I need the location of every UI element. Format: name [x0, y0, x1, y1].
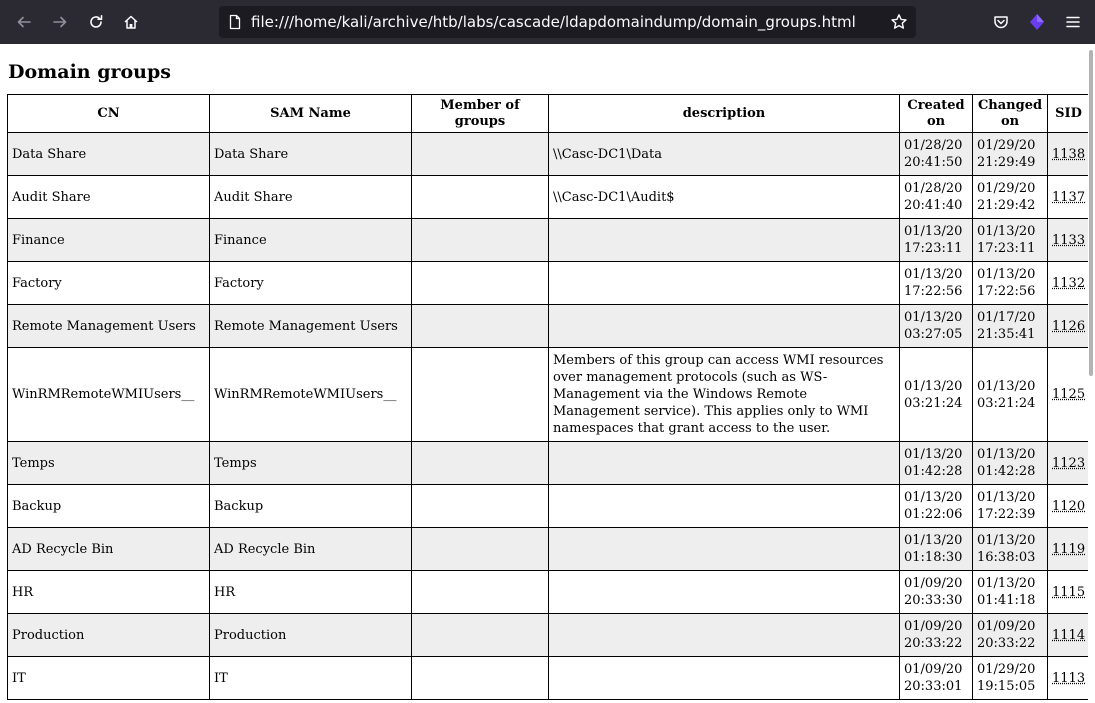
cell-description: \\Casc-DC1\Data [549, 133, 900, 176]
cell-sam-name: Finance [210, 219, 412, 262]
cell-sid [1048, 176, 1090, 219]
cell-changed-on: 01/13/20 17:22:39 [973, 485, 1048, 528]
table-header-row [8, 95, 1090, 133]
header-member-of-groups: Member of groups [412, 95, 549, 133]
sid-value[interactable]: 1119 [1052, 541, 1086, 557]
cell-member-of [412, 305, 549, 348]
cell-description [549, 614, 900, 657]
cell-sid [1048, 657, 1090, 700]
cell-changed-on: 01/29/20 19:15:05 [973, 657, 1048, 700]
table-row [8, 348, 1090, 442]
cell-member-of [412, 133, 549, 176]
sid-value[interactable]: 1115 [1052, 584, 1086, 600]
cell-description [549, 657, 900, 700]
cell-changed-on: 01/13/20 03:21:24 [973, 348, 1048, 442]
cell-changed-on: 01/17/20 21:35:41 [973, 305, 1048, 348]
cell-changed-on: 01/13/20 17:23:11 [973, 219, 1048, 262]
sid-value[interactable]: 1125 [1052, 387, 1086, 402]
cell-member-of [412, 262, 549, 305]
cell-changed-on: 01/29/20 21:29:42 [973, 176, 1048, 219]
cell-description [549, 219, 900, 262]
table-row [8, 133, 1090, 176]
reload-button[interactable] [82, 8, 110, 36]
cell-created-on: 01/13/20 03:27:05 [900, 305, 973, 348]
cell-sam-name: Data Share [210, 133, 412, 176]
cell-description [549, 442, 900, 485]
url-bar[interactable] [219, 6, 916, 38]
header-sam-name: SAM Name [210, 95, 412, 133]
cell-changed-on: 01/09/20 20:33:22 [973, 614, 1048, 657]
back-arrow-icon [16, 14, 32, 30]
cell-cn: Remote Management Users [8, 305, 210, 348]
cell-cn: Temps [8, 442, 210, 485]
cell-sid [1048, 133, 1090, 176]
cell-cn: Backup [8, 485, 210, 528]
table-row [8, 176, 1090, 219]
cell-cn: Finance [8, 219, 210, 262]
cell-changed-on: 01/13/20 01:42:28 [973, 442, 1048, 485]
cell-sam-name: Production [210, 614, 412, 657]
cell-member-of [412, 219, 549, 262]
sid-value[interactable]: 1113 [1052, 670, 1086, 686]
cell-description [549, 485, 900, 528]
cell-sid [1048, 219, 1090, 262]
cell-sam-name: Backup [210, 485, 412, 528]
domain-groups-table [7, 94, 1090, 700]
cell-sid [1048, 305, 1090, 348]
cell-created-on: 01/13/20 17:23:11 [900, 219, 973, 262]
cell-description [549, 305, 900, 348]
cell-member-of [412, 571, 549, 614]
extension-icon [1028, 13, 1046, 31]
cell-sid [1048, 571, 1090, 614]
cell-cn: Production [8, 614, 210, 657]
cell-changed-on: 01/13/20 16:38:03 [973, 528, 1048, 571]
cell-member-of [412, 176, 549, 219]
table-row [8, 485, 1090, 528]
header-changed-on: Changed on [973, 95, 1048, 133]
cell-created-on: 01/13/20 03:21:24 [900, 348, 973, 442]
cell-changed-on: 01/13/20 17:22:56 [973, 262, 1048, 305]
sid-value[interactable]: 1126 [1052, 318, 1086, 334]
sid-value[interactable]: 1132 [1052, 275, 1086, 291]
table-row [8, 305, 1090, 348]
table-row [8, 571, 1090, 614]
cell-created-on: 01/13/20 17:22:56 [900, 262, 973, 305]
cell-sam-name: Factory [210, 262, 412, 305]
sid-value[interactable]: 1114 [1052, 627, 1086, 643]
cell-created-on: 01/09/20 20:33:01 [900, 657, 973, 700]
header-created-on: Created on [900, 95, 973, 133]
url-text[interactable]: file:///home/kali/archive/htb/labs/cascade/ldapdomaindump/domain_groups.html [251, 13, 856, 31]
cell-created-on: 01/13/20 01:18:30 [900, 528, 973, 571]
sid-value[interactable]: 1123 [1052, 455, 1086, 471]
cell-sid [1048, 614, 1090, 657]
cell-sid [1048, 348, 1090, 442]
table-row [8, 262, 1090, 305]
page-title: Domain groups [8, 61, 171, 83]
hamburger-menu-icon [1065, 14, 1081, 30]
back-button[interactable] [10, 8, 38, 36]
cell-member-of [412, 485, 549, 528]
header-description: description [549, 95, 900, 133]
cell-sam-name: Audit Share [210, 176, 412, 219]
extension-button[interactable] [1023, 8, 1051, 36]
cell-sid [1048, 442, 1090, 485]
scrollbar-thumb[interactable] [1089, 50, 1093, 376]
cell-sid [1048, 262, 1090, 305]
cell-sam-name: WinRMRemoteWMIUsers__ [210, 348, 412, 442]
sid-value[interactable]: 1138 [1052, 146, 1086, 162]
cell-cn: Audit Share [8, 176, 210, 219]
table-row [8, 219, 1090, 262]
forward-button[interactable] [46, 8, 74, 36]
cell-sam-name: Temps [210, 442, 412, 485]
cell-sam-name: IT [210, 657, 412, 700]
cell-description [549, 571, 900, 614]
cell-created-on: 01/28/20 20:41:50 [900, 133, 973, 176]
cell-cn: AD Recycle Bin [8, 528, 210, 571]
cell-cn: Data Share [8, 133, 210, 176]
reload-icon [88, 14, 104, 30]
forward-arrow-icon [52, 14, 68, 30]
cell-description: Members of this group can access WMI resources over management protocols (such as WS-Management via the Windows Remote Management service). This applies only to WMI namespaces that grant access to the user. [549, 348, 900, 442]
cell-cn: IT [8, 657, 210, 700]
cell-sid [1048, 485, 1090, 528]
cell-member-of [412, 442, 549, 485]
menu-button[interactable] [1059, 8, 1087, 36]
cell-description [549, 528, 900, 571]
cell-cn: HR [8, 571, 210, 614]
cell-member-of [412, 528, 549, 571]
home-button[interactable] [117, 8, 145, 36]
cell-sam-name: Remote Management Users [210, 305, 412, 348]
cell-sid [1048, 528, 1090, 571]
table-row [8, 442, 1090, 485]
header-sid: SID [1048, 95, 1090, 133]
cell-cn: WinRMRemoteWMIUsers__ [8, 348, 210, 442]
vertical-scrollbar[interactable] [1088, 44, 1095, 703]
cell-created-on: 01/09/20 20:33:22 [900, 614, 973, 657]
home-icon [123, 14, 139, 30]
cell-created-on: 01/13/20 01:42:28 [900, 442, 973, 485]
sid-value[interactable]: 1120 [1052, 498, 1086, 514]
table-row [8, 528, 1090, 571]
page-content [0, 44, 1095, 703]
cell-sam-name: HR [210, 571, 412, 614]
table-row [8, 657, 1090, 700]
cell-created-on: 01/13/20 01:22:06 [900, 485, 973, 528]
pocket-icon [993, 14, 1009, 30]
cell-member-of [412, 614, 549, 657]
cell-description [549, 262, 900, 305]
table-row [8, 614, 1090, 657]
cell-changed-on: 01/29/20 21:29:49 [973, 133, 1048, 176]
browser-toolbar [0, 0, 1095, 44]
sid-value[interactable]: 1137 [1052, 189, 1086, 205]
cell-sam-name: AD Recycle Bin [210, 528, 412, 571]
cell-cn: Factory [8, 262, 210, 305]
sid-value[interactable]: 1133 [1052, 232, 1086, 248]
cell-member-of [412, 348, 549, 442]
header-cn: CN [8, 95, 210, 133]
cell-created-on: 01/09/20 20:33:30 [900, 571, 973, 614]
cell-member-of [412, 657, 549, 700]
pocket-button[interactable] [987, 8, 1015, 36]
cell-changed-on: 01/13/20 01:41:18 [973, 571, 1048, 614]
cell-created-on: 01/28/20 20:41:40 [900, 176, 973, 219]
star-icon[interactable] [890, 13, 908, 31]
page-icon [227, 14, 243, 30]
cell-description: \\Casc-DC1\Audit$ [549, 176, 900, 219]
